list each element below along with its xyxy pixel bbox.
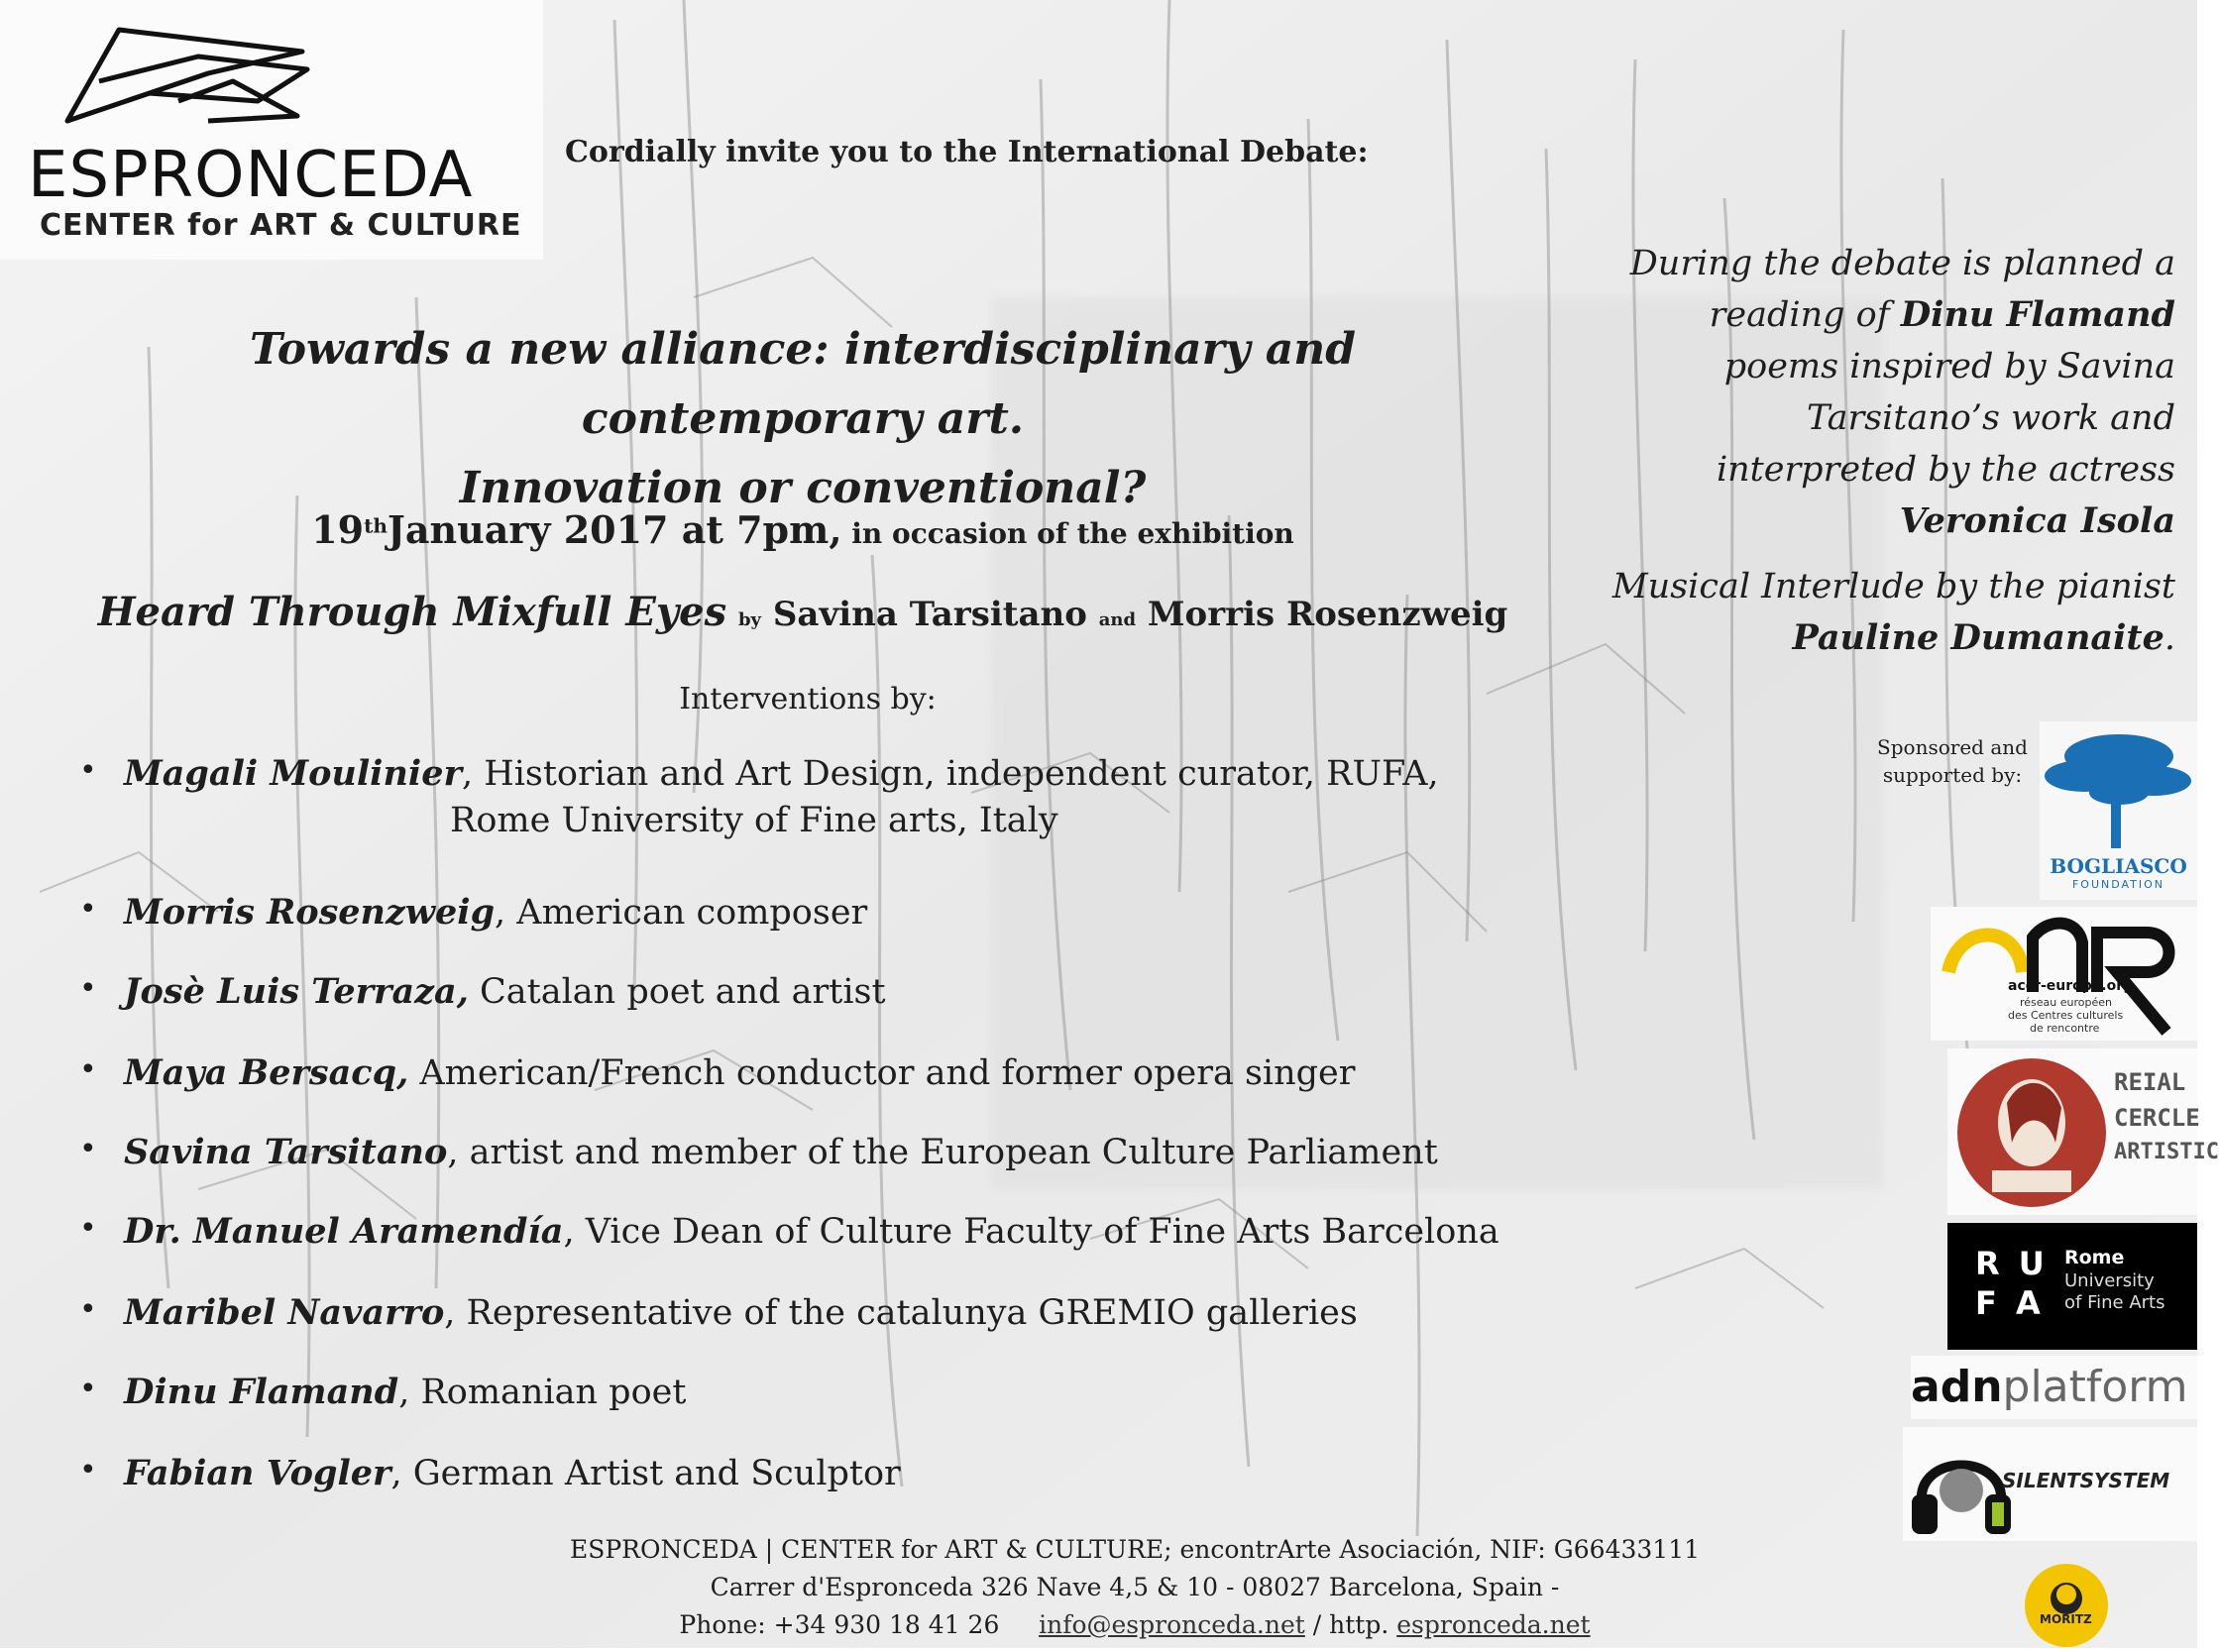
- speaker-desc-continued: Rome University of Fine arts, Italy: [450, 801, 1058, 840]
- artist-2: Morris Rosenzweig: [1147, 595, 1508, 634]
- speaker-name: Dinu Flamand: [124, 1372, 399, 1412]
- footer-website-link[interactable]: espronceda.net: [1396, 1610, 1591, 1639]
- by-word: by: [737, 609, 762, 630]
- bogliasco-sub: FOUNDATION: [2071, 878, 2165, 891]
- speaker-desc: , Representative of the catalunya GREMIO galleries: [444, 1293, 1358, 1333]
- side-note: [1606, 238, 2175, 664]
- rufa-logo: [1947, 1223, 2197, 1350]
- debate-title: [89, 315, 1516, 523]
- rufa-name-3: of Fine Arts: [2064, 1292, 2165, 1313]
- reial-portrait-icon: [1952, 1053, 2111, 1212]
- footer-phone: Phone: +34 930 18 41 26: [679, 1610, 1000, 1639]
- accr-logo: [1931, 907, 2197, 1041]
- title-line-1: Towards a new alliance: interdisciplinary and contemporary art.: [250, 324, 1356, 444]
- footer-line-1: ESPRONCEDA | CENTER for ART & CULTURE; encontrArte Asociación, NIF: G66433111: [569, 1535, 1701, 1564]
- logo-mark-icon: [59, 22, 317, 131]
- event-day-suffix: th: [364, 513, 388, 538]
- espronceda-logo: [0, 0, 543, 260]
- event-occasion: in occasion of the exhibition: [851, 517, 1294, 550]
- footer-email-link[interactable]: info@espronceda.net: [1039, 1610, 1305, 1639]
- title-line-2: Innovation or conventional?: [459, 463, 1147, 513]
- actress-name: Veronica Isola: [1899, 500, 2175, 541]
- adn-platform-logo: [1911, 1356, 2197, 1419]
- footer-line-2: Carrer d'Espronceda 326 Nave 4,5 & 10 - 08027 Barcelona, Spain -: [710, 1573, 1560, 1601]
- accr-url: accr-europe.org: [2008, 978, 2134, 994]
- bullet-icon: •: [79, 1211, 97, 1246]
- exhibition-line: [79, 589, 1526, 635]
- speaker-desc: , artist and member of the European Culture Parliament: [447, 1133, 1438, 1172]
- exhibition-title: Heard Through Mixfull Eyes: [97, 589, 727, 635]
- event-month-time: January 2017 at 7pm,: [387, 507, 842, 552]
- bullet-icon: •: [79, 1292, 97, 1327]
- reading-text-2: poems inspired by Savina Tarsitano’s work and interpreted by the actress: [1716, 347, 2175, 490]
- rufa-name-2: University: [2064, 1270, 2155, 1291]
- accr-sub-3: de rencontre: [2030, 1022, 2100, 1035]
- poet-name: Dinu Flamand: [1900, 294, 2175, 335]
- logo-name: ESPRONCEDA: [28, 139, 474, 212]
- speaker-desc: , German Artist and Sculptor: [390, 1454, 901, 1493]
- rufa-letters-bottom: F A: [1975, 1284, 2045, 1322]
- footer: [515, 1531, 1754, 1644]
- reading-text: During the debate is planned a reading of: [1629, 244, 2175, 335]
- tree-icon: [2040, 721, 2197, 850]
- reial-text-3: ARTISTIC: [2114, 1140, 2219, 1164]
- bullet-icon: •: [79, 892, 97, 927]
- bullet-icon: •: [79, 971, 97, 1006]
- and-word: and: [1098, 609, 1137, 630]
- event-day: 19: [311, 507, 365, 552]
- invite-line: Cordially invite you to the International Debate:: [565, 135, 1369, 169]
- music-note: [1606, 561, 2175, 664]
- moritz-badge-icon: [2012, 1551, 2121, 1648]
- logo-subtitle: CENTER for ART & CULTURE: [40, 208, 522, 243]
- bullet-icon: •: [79, 1052, 97, 1087]
- speaker-desc: , Vice Dean of Culture Faculty of Fine Arts Barcelona: [563, 1212, 1499, 1252]
- speaker-name: Savina Tarsitano: [124, 1132, 448, 1172]
- bullet-icon: •: [79, 1372, 97, 1406]
- speaker-desc: , Historian and Art Design, independent curator, RUFA,: [461, 754, 1439, 794]
- sponsored-label: Sponsored and supported by:: [1877, 735, 2028, 787]
- speaker-desc: , Romanian poet: [398, 1373, 687, 1412]
- bullet-icon: •: [79, 1132, 97, 1166]
- silentsystem-logo: [1903, 1427, 2197, 1541]
- bullet-icon: •: [79, 753, 97, 788]
- speaker-name: Magali Moulinier: [124, 753, 462, 794]
- reading-note: [1606, 238, 2175, 547]
- headphones-icon: [1907, 1433, 2016, 1537]
- speaker-desc: American/French conductor and former opera singer: [408, 1053, 1356, 1093]
- bullet-icon: •: [79, 1453, 97, 1487]
- rufa-letters-top: R U: [1975, 1245, 2049, 1282]
- footer-line-3: [515, 1606, 1754, 1644]
- footer-separator: / http.: [1304, 1610, 1397, 1639]
- speaker-name: Dr. Manuel Aramendía: [124, 1211, 564, 1252]
- event-date: [89, 507, 1516, 552]
- speaker-desc: Catalan poet and artist: [468, 972, 886, 1012]
- music-end: .: [2164, 618, 2175, 658]
- artist-1: Savina Tarsitano: [772, 595, 1087, 634]
- speaker-name: Fabian Vogler: [124, 1453, 391, 1493]
- silentsystem-name: SILENTSYSTEM: [2002, 1469, 2170, 1492]
- accr-sub-1: réseau européen: [2020, 996, 2112, 1009]
- speaker-name: Maya Bersacq,: [124, 1052, 409, 1093]
- accr-sub-2: des Centres culturels: [2008, 1009, 2124, 1022]
- bogliasco-name: BOGLIASCO: [2050, 854, 2187, 878]
- speaker-name: Morris Rosenzweig: [124, 892, 496, 933]
- adn-bold: adn: [1911, 1362, 2003, 1412]
- speaker-desc: , American composer: [495, 893, 868, 933]
- rufa-name-1: Rome: [2064, 1247, 2125, 1268]
- speaker-name: Maribel Navarro: [124, 1292, 445, 1333]
- speaker-name: Josè Luis Terraza,: [124, 971, 469, 1012]
- moritz-logo: [2012, 1551, 2121, 1648]
- moritz-name: MORITZ: [2040, 1612, 2092, 1626]
- interventions-heading: Interventions by:: [679, 682, 937, 716]
- bogliasco-logo: [2040, 721, 2197, 900]
- reial-cercle-logo: [1947, 1048, 2219, 1215]
- reial-text-2: CERCLE: [2114, 1104, 2200, 1132]
- adn-light: platform: [2002, 1362, 2188, 1412]
- reial-text-1: REIAL: [2114, 1068, 2186, 1096]
- music-text: Musical Interlude by the pianist: [1611, 567, 2175, 606]
- pianist-name: Pauline Dumanaite: [1792, 617, 2164, 658]
